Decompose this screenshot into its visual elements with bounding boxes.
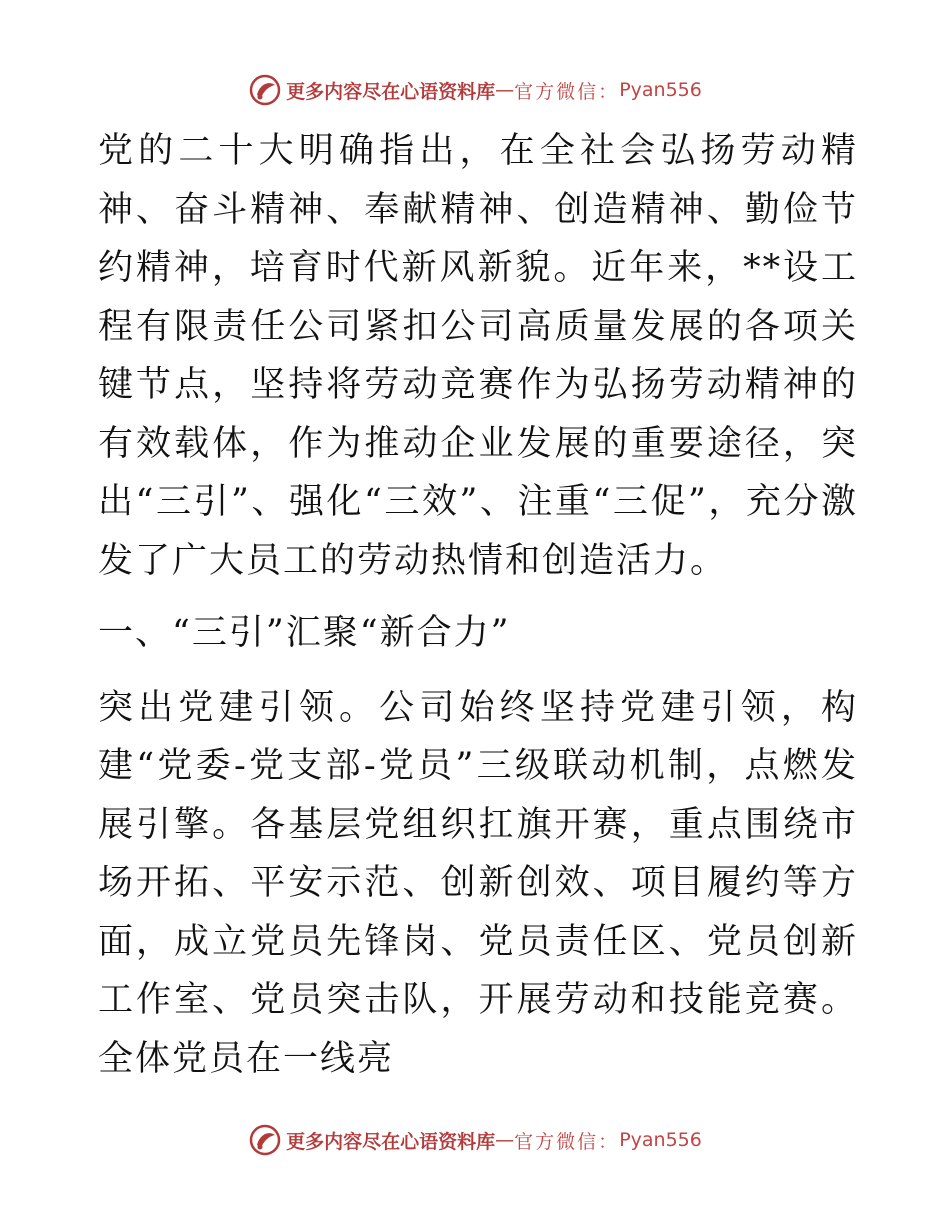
- watermark-wechat-label: 官方微信：: [514, 1130, 620, 1153]
- paragraph-intro: 党的二十大明确指出，在全社会弘扬劳动精神、奋斗精神、奉献精神、创造精神、勤俭节约精神，培育时代新风新貌。近年来，**设工程有限责任公司紧扣公司高质量发展的各项关键节点，坚持将劳动竞赛作为弘扬劳动精神的有效载体，作为推动企业发展的重要途径，突出“三引”、强化“三效”、注重“三促”，充分激发了广大员工的劳动热情和创造活力。: [98, 131, 858, 581]
- watermark-brand-text: 更多内容尽在心语资料库: [286, 80, 496, 103]
- watermark-wechat-label: 官方微信：: [514, 80, 620, 103]
- paragraph-party-leadership: 突出党建引领。公司始终坚持党建引领，构建“党委-党支部-党员”三级联动机制，点燃发展引擎。各基层党组织扛旗开赛，重点围绕市场开拓、平安示范、创新创效、项目履约等方面，成立党员先锋岗、党员责任区、党员创新工作室、党员突击队，开展劳动和技能竞赛。全体党员在一线亮: [98, 687, 858, 1079]
- watermark-dash: —: [495, 79, 515, 101]
- footer-watermark: [0, 1120, 950, 1160]
- watermark-dash: —: [495, 1129, 515, 1151]
- watermark-wechat-id: Pyan556: [619, 79, 702, 101]
- watermark-wechat-id: Pyan556: [619, 1129, 702, 1151]
- logo-icon: [248, 1123, 282, 1157]
- section-heading: 一、“三引”汇聚“新合力”: [98, 613, 511, 653]
- logo-icon: [248, 73, 282, 107]
- document-body: [98, 120, 858, 1088]
- header-watermark: [0, 70, 950, 110]
- watermark-brand-text: 更多内容尽在心语资料库: [286, 1130, 496, 1153]
